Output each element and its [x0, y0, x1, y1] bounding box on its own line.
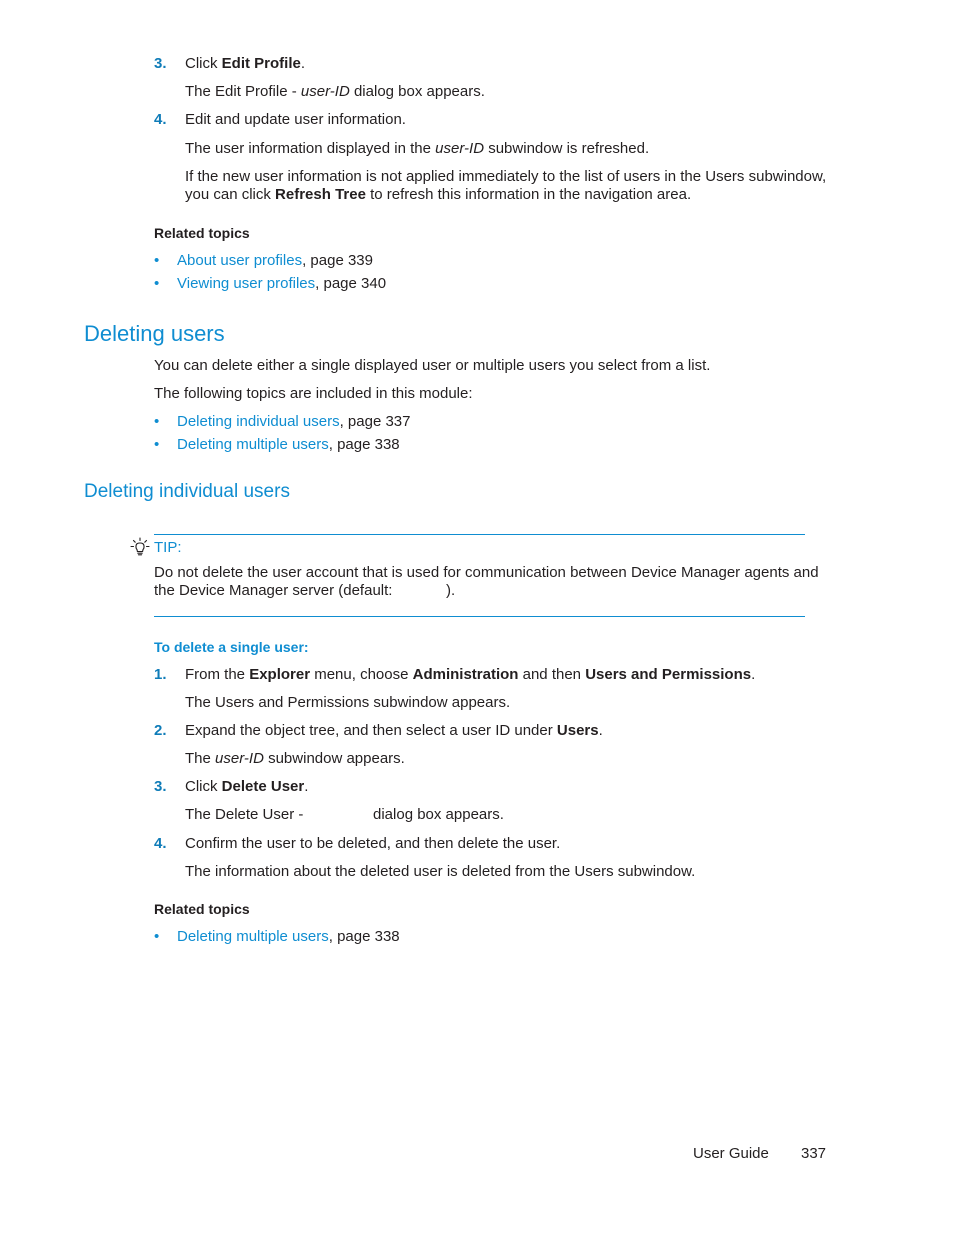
lightbulb-icon [130, 537, 150, 557]
footer-label: User Guide [693, 1145, 769, 1162]
link-about-user-profiles[interactable]: About user profiles [177, 252, 303, 269]
section-intro: You can delete either a single displayed user or multiple users you select from a list. [154, 357, 711, 374]
list-item: Deleting multiple users, page 338 [177, 928, 400, 945]
step-note-line2: you can click Refresh Tree to refresh this information in the navigation area. [185, 186, 692, 203]
step-number: 3. [154, 55, 167, 72]
list-item [154, 252, 159, 270]
related-topics-heading: Related topics [154, 225, 250, 241]
tip-rule-top [154, 534, 805, 535]
step-note-line1: If the new user information is not applied immediately to the list of users in the Users subwindow, [185, 168, 827, 185]
list-item: Viewing user profiles, page 340 [177, 275, 387, 292]
link-deleting-multiple-users[interactable]: Deleting multiple users [177, 928, 329, 945]
step-text: Edit and update user information. [185, 111, 406, 128]
tip-text-line2-end: ). [446, 582, 456, 599]
bullet-icon: • [154, 252, 160, 269]
step-result: The user information displayed in the user-ID subwindow is refreshed. [185, 140, 650, 157]
list-item [154, 275, 159, 293]
step-text: Expand the object tree, and then select a user ID under Users. [185, 722, 603, 739]
link-deleting-individual-users[interactable]: Deleting individual users [177, 413, 340, 430]
step-result: The Edit Profile - user-ID dialog box appears. [185, 83, 485, 100]
list-item [154, 413, 159, 431]
bullet-icon: • [154, 928, 160, 945]
step-text: From the Explorer menu, choose Administration and then Users and Permissions. [185, 666, 756, 683]
step-number: 3. [154, 778, 167, 795]
bullet-icon: • [154, 275, 160, 292]
tip-rule-bottom [154, 616, 805, 617]
tip-text-line1: Do not delete the user account that is used for communication between Device Manager agents and [154, 564, 819, 581]
step-result: The Delete User - [185, 806, 304, 823]
step-text: Click Delete User. [185, 778, 309, 795]
step-result: The user-ID subwindow appears. [185, 750, 405, 767]
list-item [154, 928, 159, 946]
link-viewing-user-profiles[interactable]: Viewing user profiles [177, 275, 316, 292]
tip-label: TIP: [154, 539, 182, 556]
step-text: Confirm the user to be deleted, and then delete the user. [185, 835, 561, 852]
subsection-title: Deleting individual users [84, 481, 290, 502]
procedure-heading: To delete a single user: [154, 639, 309, 655]
list-item: Deleting individual users, page 337 [177, 413, 411, 430]
step-result: The Users and Permissions subwindow appears. [185, 694, 511, 711]
tip-text-line2: the Device Manager server (default: [154, 582, 393, 599]
page-number: 337 [801, 1145, 827, 1162]
list-item [154, 436, 159, 454]
step-number: 4. [154, 835, 167, 852]
step-result-end: dialog box appears. [373, 806, 504, 823]
step-number: 4. [154, 111, 167, 128]
step-number: 2. [154, 722, 167, 739]
section-title: Deleting users [84, 321, 225, 346]
bullet-icon: • [154, 413, 160, 430]
link-deleting-multiple-users[interactable]: Deleting multiple users [177, 436, 329, 453]
module-intro: The following topics are included in this module: [154, 385, 473, 402]
list-item: Deleting multiple users, page 338 [177, 436, 400, 453]
step-result: The information about the deleted user is deleted from the Users subwindow. [185, 863, 696, 880]
related-topics-heading: Related topics [154, 901, 250, 917]
list-item: About user profiles, page 339 [177, 252, 373, 269]
bullet-icon: • [154, 436, 160, 453]
step-text: Click Edit Profile. [185, 55, 306, 72]
step-number: 1. [154, 666, 167, 683]
